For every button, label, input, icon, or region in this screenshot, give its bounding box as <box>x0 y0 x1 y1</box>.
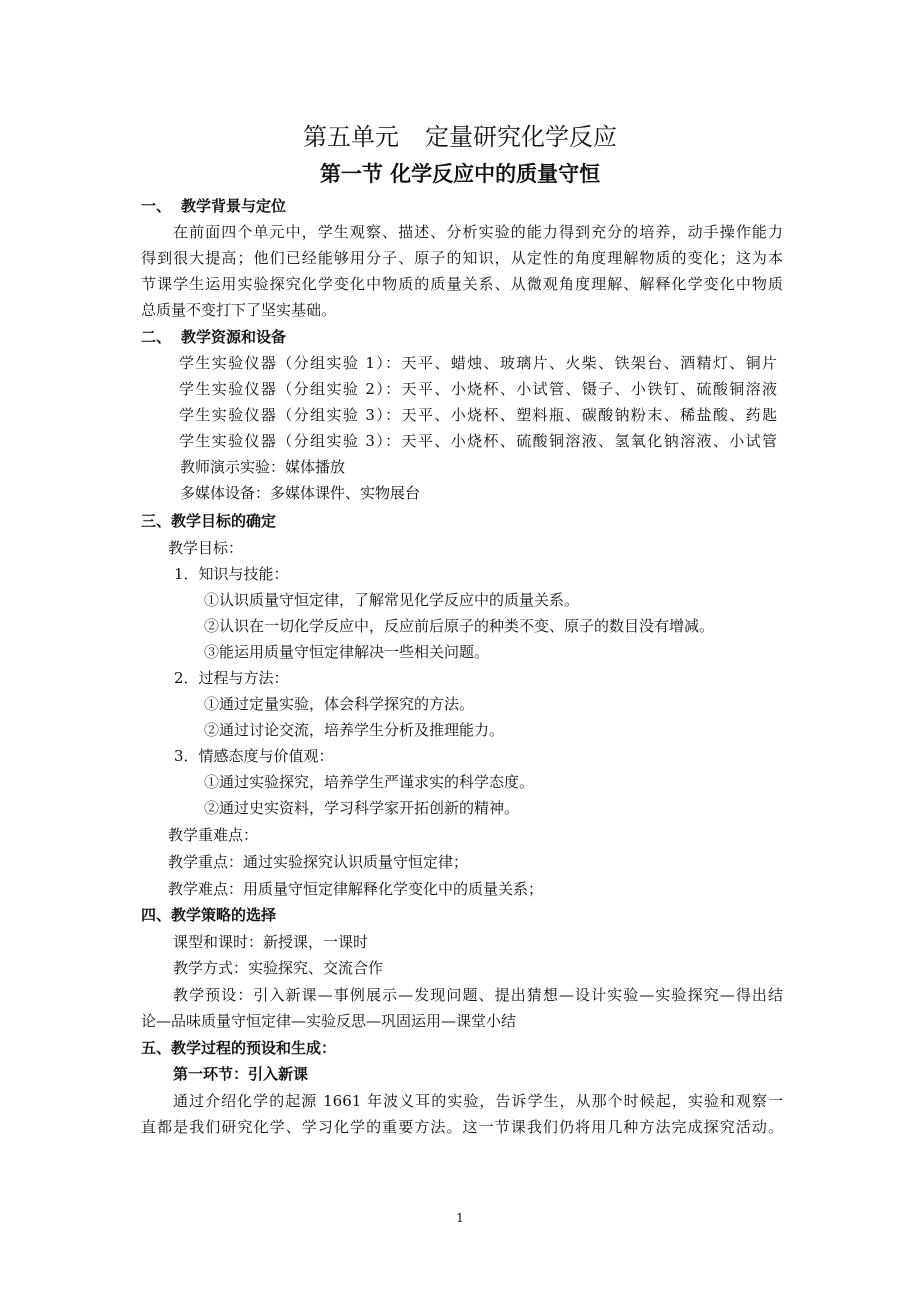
page-title: 第五单元 定量研究化学反应 <box>303 123 617 151</box>
section-subtitle: 第一节 化学反应中的质量守恒 <box>319 161 601 186</box>
heading-objectives: 三、教学目标的确定 <box>141 512 277 530</box>
equipment-line-3: 学生实验仪器（分组实验 3）：天平、小烧杯、塑料瓶、碳酸钠粉末、稀盐酸、药匙 <box>179 406 777 424</box>
goal-1-label: 1．知识与技能： <box>174 565 289 583</box>
goal-1-item-2: ②认识在一切化学反应中，反应前后原子的种类不变、原子的数目没有增减。 <box>204 617 715 635</box>
goal-2-label: 2．过程与方法： <box>174 669 289 687</box>
equipment-line-1: 学生实验仪器（分组实验 1）：天平、蜡烛、玻璃片、火柴、铁架台、酒精灯、铜片 <box>179 354 777 372</box>
key-difficult-label: 教学重难点： <box>168 826 259 844</box>
goal-3-item-2: ②通过史实资料，学习科学家开拓创新的精神。 <box>204 799 520 817</box>
goal-3-label: 3．情感态度与价值观： <box>174 747 334 765</box>
heading-strategy: 四、教学策略的选择 <box>141 906 277 924</box>
goal-1-item-1: ①认识质量守恒定律，了解常见化学反应中的质量关系。 <box>204 591 580 609</box>
goal-3-item-1: ①通过实验探究，培养学生严谨求实的科学态度。 <box>204 773 535 791</box>
background-line-3: 节课学生运用实验探究化学变化中物质的质量关系、从微观角度理解、解释化学变化中物质 <box>141 275 783 293</box>
goal-2-item-1: ①通过定量实验，体会科学探究的方法。 <box>204 695 475 713</box>
teaching-preset-line-2: 论—品味质量守恒定律—实验反思—巩固运用—课堂小结 <box>141 1012 517 1030</box>
teaching-difficulty: 教学难点：用质量守恒定律解释化学变化中的质量关系； <box>168 880 544 898</box>
step-1-line-1: 通过介绍化学的起源 1661 年波义耳的实验，告诉学生，从那个时候起，实验和观察一 <box>173 1092 783 1110</box>
teaching-key-point: 教学重点：通过实验探究认识质量守恒定律； <box>168 853 469 871</box>
lesson-type: 课型和课时：新授课，一课时 <box>173 933 369 951</box>
teacher-demo-line: 教师演示实验：媒体播放 <box>180 458 346 476</box>
goals-label: 教学目标： <box>168 539 244 557</box>
teaching-preset-line-1: 教学预设：引入新课—事例展示—发现问题、提出猜想—设计实验—实验探究—得出结 <box>173 986 783 1004</box>
heading-resources: 二、 教学资源和设备 <box>141 328 287 346</box>
goal-2-item-2: ②通过讨论交流，培养学生分析及推理能力。 <box>204 721 505 739</box>
heading-background: 一、 教学背景与定位 <box>141 197 287 215</box>
background-line-1: 在前面四个单元中，学生观察、描述、分析实验的能力得到充分的培养，动手操作能力 <box>173 223 783 241</box>
step-1-heading: 第一环节：引入新课 <box>173 1065 309 1083</box>
goal-1-item-3: ③能运用质量守恒定律解决一些相关问题。 <box>204 643 490 661</box>
heading-process: 五、教学过程的预设和生成： <box>141 1039 337 1057</box>
background-line-2: 得到很大提高；他们已经能够用分子、原子的知识，从定性的角度理解物质的变化；这为本 <box>141 249 783 267</box>
background-line-4: 总质量不变打下了坚实基础。 <box>141 301 337 319</box>
teaching-method: 教学方式：实验探究、交流合作 <box>173 959 384 977</box>
equipment-line-4: 学生实验仪器（分组实验 3）：天平、小烧杯、硫酸铜溶液、氢氧化钠溶液、小试管 <box>179 432 777 450</box>
page-number: 1 <box>456 1211 464 1225</box>
step-1-line-2: 直都是我们研究化学、学习化学的重要方法。这一节课我们仍将用几种方法完成探究活动。 <box>141 1118 783 1136</box>
multimedia-line: 多媒体设备：多媒体课件、实物展台 <box>180 484 421 502</box>
equipment-line-2: 学生实验仪器（分组实验 2）：天平、小烧杯、小试管、镊子、小铁钉、硫酸铜溶液 <box>179 380 777 398</box>
